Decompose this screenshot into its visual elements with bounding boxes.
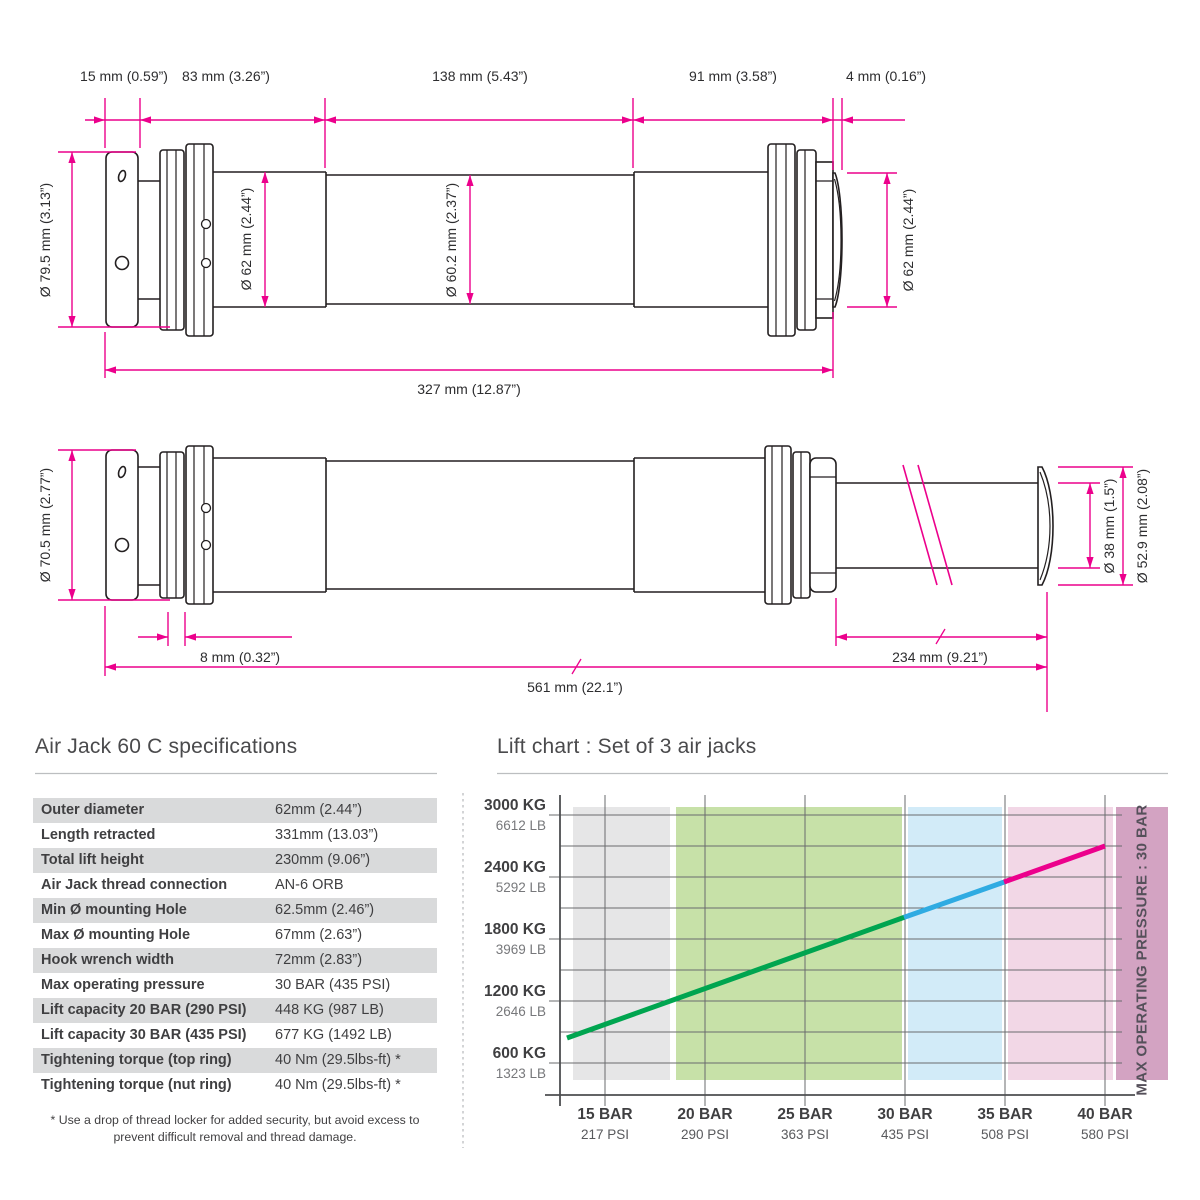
spec-label: Max Ø mounting Hole	[41, 927, 191, 943]
lift-chart-bands	[573, 807, 1168, 1080]
table-row	[33, 998, 437, 1023]
table-row	[33, 898, 437, 923]
spec-value: 40 Nm (29.5lbs-ft) *	[275, 1052, 401, 1068]
spec-value: 30 BAR (435 PSI)	[275, 977, 391, 993]
y-tick-lb: 6612 LB	[495, 818, 546, 833]
x-tick-psi: 435 PSI	[880, 1127, 930, 1142]
dim-label-15mm: 15 mm (0.59”)	[80, 68, 168, 84]
spec-label: Total lift height	[41, 852, 144, 868]
dim-label-4mm: 4 mm (0.16”)	[845, 68, 927, 84]
y-tick-lb: 1323 LB	[495, 1066, 546, 1081]
spec-label: Air Jack thread connection	[41, 877, 228, 893]
chart-title: Lift chart : Set of 3 air jacks	[497, 735, 757, 758]
specs-footnote	[33, 1112, 437, 1145]
dim-label-dia-52-9: Ø 52.9 mm (2.08”)	[1134, 468, 1150, 584]
spec-value: 331mm (13.03”)	[275, 827, 379, 843]
spec-value: 62.5mm (2.46”)	[275, 902, 375, 918]
spec-value: 67mm (2.63”)	[275, 927, 363, 943]
footnote-line-1: * Use a drop of thread locker for added security, but avoid excess to	[50, 1113, 420, 1127]
spec-label: Lift capacity 20 BAR (290 PSI)	[41, 1002, 247, 1018]
x-tick-psi: 580 PSI	[1080, 1127, 1130, 1142]
spec-label: Tightening torque (nut ring)	[41, 1077, 232, 1093]
dim-label-83mm: 83 mm (3.26”)	[182, 68, 270, 84]
x-tick-psi: 363 PSI	[780, 1127, 830, 1142]
y-tick-kg: 1200 KG	[483, 983, 546, 1000]
footnote-line-2: prevent difficult removal and thread damage.	[113, 1129, 357, 1144]
table-row	[33, 1048, 437, 1073]
y-tick-kg: 3000 KG	[483, 797, 546, 814]
y-tick-kg: 600 KG	[492, 1045, 546, 1062]
table-row	[33, 798, 437, 823]
x-tick-bar: 40 BAR	[1077, 1106, 1133, 1123]
x-tick-psi: 508 PSI	[980, 1127, 1030, 1142]
x-tick-bar: 15 BAR	[577, 1106, 633, 1123]
spec-label: Lift capacity 30 BAR (435 PSI)	[41, 1027, 247, 1043]
spec-label: Tightening torque (top ring)	[41, 1052, 232, 1068]
dim-label-dia-38: Ø 38 mm (1.5”)	[1101, 478, 1117, 574]
rod-end-dome	[1038, 467, 1053, 585]
drawing-extended-dimensions	[58, 450, 1133, 712]
spec-value: 448 KG (987 LB)	[275, 1002, 384, 1018]
y-tick-lb: 2646 LB	[495, 1004, 546, 1019]
spec-sheet-page: 15 mm (0.59”) 83 mm (3.26”) 138 mm (5.43”) 91 mm (3.58”) 4 mm (0.16”) Ø 79.5 mm (3.13”) Ø 62 mm (2.44”) Ø 60.2 mm (2.37”) Ø 62 mm (2.44”) 327 mm (12.87”) Ø 70.5 mm (2.77”) 8 mm (0.32”) 234 mm (9.21”) 561 mm (22.1”) Ø 38 mm (1.5”) Ø 52.9 mm (2.08”) Air Jack 60 C specifications Outer diameter 62mm (2.44”) Length retracted 331mm (13.03”) Total lift height 230mm (9.06”) Air Jack thread connection AN-6 ORB Min Ø mounting Hole 62.5mm (2.46”) Max Ø mounting Hole 67mm (2.63”) Hook wrench width 72mm (2.83”) Max operating pressure 30 BAR (435 PSI) Lift capacity 20 BAR (290 PSI) 448 KG (987 LB) Lift capacity 30 BAR (435 PSI) 677 KG (1492 LB) Tightening torque (top ring) 40 Nm (29.5lbs-ft) * Tightening torque (nut ring) 40 Nm (29.5lbs-ft) * * Use a drop of thread locker for added security, but avoid excess to prevent difficult removal and thread damage. Lift chart : Set of 3 air jacks 3000 KG 6612 LB 2400 KG 5292 LB 1800 KG 3969 LB 1200 KG 2646 LB 600 KG 1323 LB 15 BAR 217 PSI 20 BAR 290 PSI 25 BAR 363 PSI 30 BAR 435 PSI 35 BAR 508 PSI 40 BAR 580 PSI MAX OPERATING PRESSURE : 30 BAR	[0, 0, 1200, 1200]
dim-label-138mm: 138 mm (5.43”)	[432, 68, 528, 84]
specs-title: Air Jack 60 C specifications	[35, 735, 298, 758]
dim-label-234mm: 234 mm (9.21”)	[892, 649, 988, 665]
dim-label-8mm: 8 mm (0.32”)	[199, 649, 281, 665]
spec-label: Length retracted	[41, 827, 156, 843]
dim-label-dia-62-right: Ø 62 mm (2.44”)	[900, 188, 916, 292]
table-row	[33, 873, 437, 898]
spec-value: AN-6 ORB	[275, 877, 344, 893]
table-row	[33, 1073, 437, 1098]
spec-label: Outer diameter	[41, 802, 145, 818]
dim-label-dia-62-left: Ø 62 mm (2.44”)	[238, 187, 254, 291]
dim-label-dia-70-5: Ø 70.5 mm (2.77”)	[37, 467, 53, 583]
x-tick-psi: 290 PSI	[680, 1127, 730, 1142]
y-tick-kg: 2400 KG	[483, 859, 546, 876]
spec-value: 677 KG (1492 LB)	[275, 1027, 392, 1043]
spec-label: Min Ø mounting Hole	[41, 902, 187, 918]
drawing-retracted	[106, 144, 842, 336]
table-row	[33, 948, 437, 973]
table-row	[33, 823, 437, 848]
spec-value: 40 Nm (29.5lbs-ft) *	[275, 1077, 401, 1093]
dim-label-dia-79-5: Ø 79.5 mm (3.13”)	[37, 182, 53, 298]
spec-label: Hook wrench width	[41, 952, 174, 968]
x-tick-bar: 20 BAR	[677, 1106, 733, 1123]
table-row	[33, 923, 437, 948]
dim-label-91mm: 91 mm (3.58”)	[689, 68, 777, 84]
x-tick-psi: 217 PSI	[580, 1127, 630, 1142]
y-tick-lb: 3969 LB	[495, 942, 546, 957]
spec-label: Max operating pressure	[41, 977, 205, 993]
table-row	[33, 1023, 437, 1048]
y-tick-lb: 5292 LB	[495, 880, 546, 895]
x-tick-bar: 25 BAR	[777, 1106, 833, 1123]
dim-label-561mm: 561 mm (22.1”)	[527, 679, 623, 695]
dim-label-327mm: 327 mm (12.87”)	[417, 381, 521, 397]
table-row	[33, 973, 437, 998]
dim-label-dia-60-2: Ø 60.2 mm (2.37”)	[443, 182, 459, 298]
specs-table	[33, 798, 437, 1098]
spec-value: 230mm (9.06”)	[275, 852, 371, 868]
x-tick-bar: 35 BAR	[977, 1106, 1033, 1123]
spec-value: 62mm (2.44”)	[275, 802, 363, 818]
drawing-extended	[106, 446, 1053, 604]
spec-value: 72mm (2.83”)	[275, 952, 363, 968]
x-tick-bar: 30 BAR	[877, 1106, 933, 1123]
y-tick-kg: 1800 KG	[483, 921, 546, 938]
table-row	[33, 848, 437, 873]
